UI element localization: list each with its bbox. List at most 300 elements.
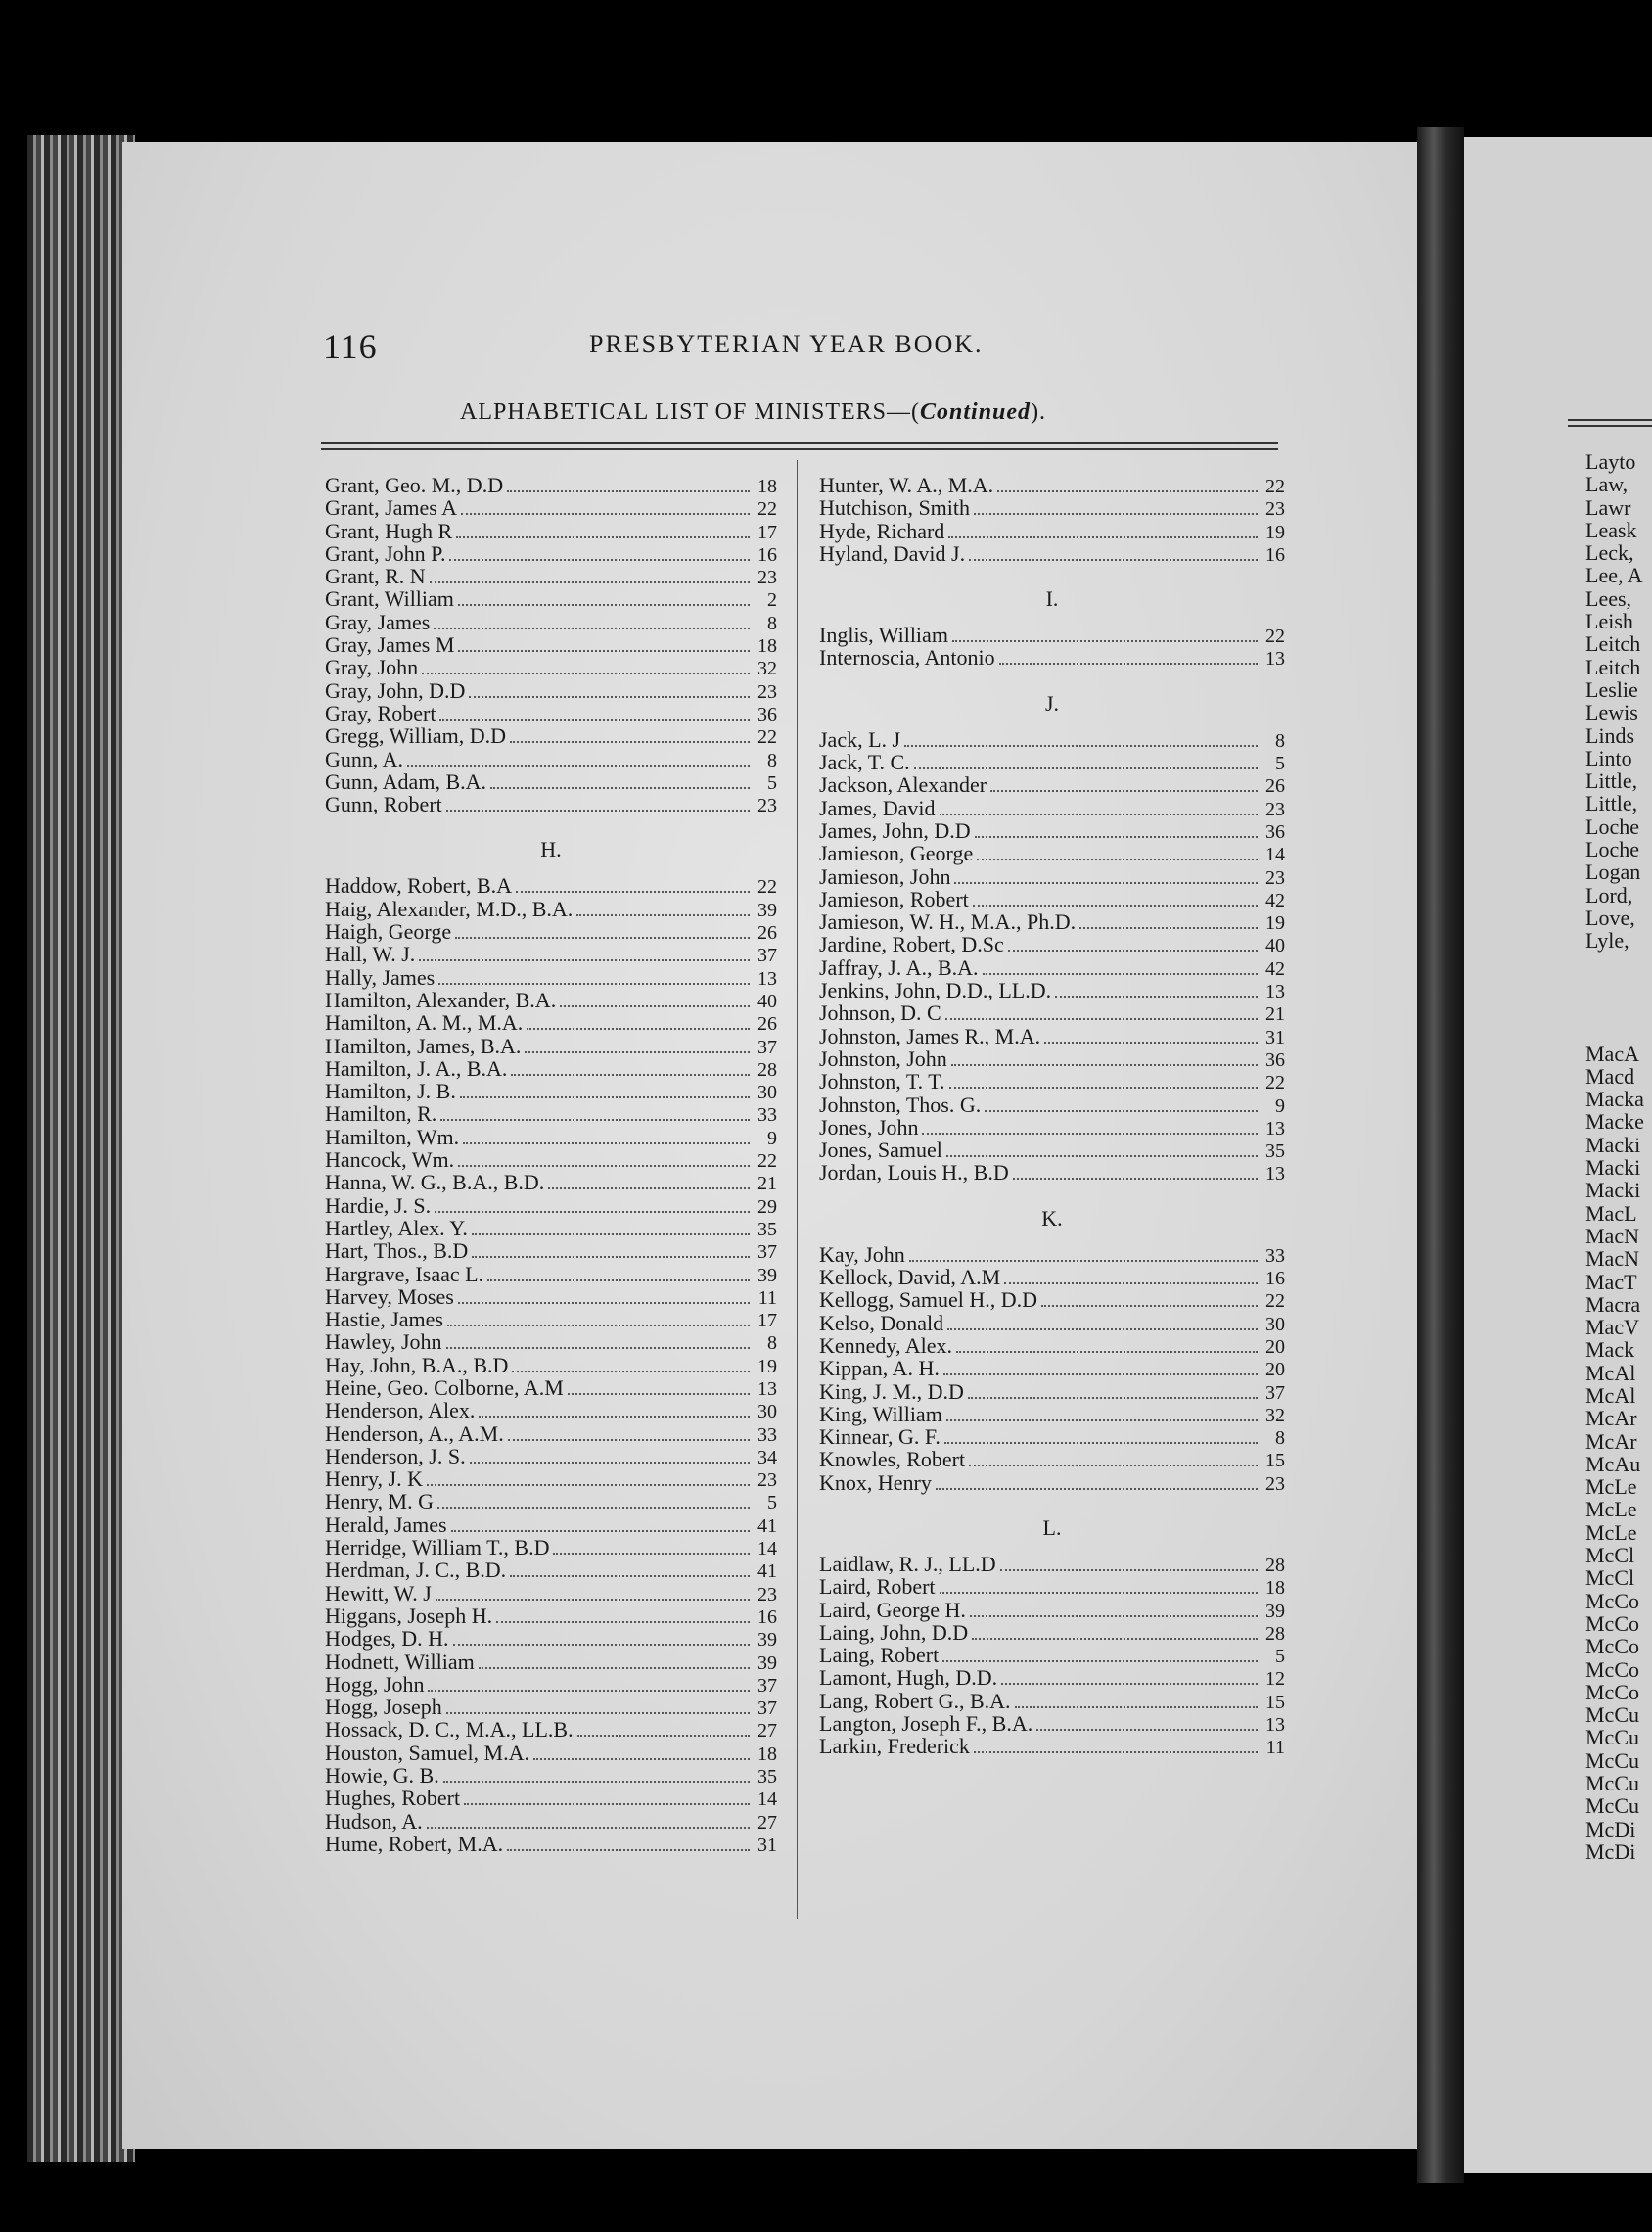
dot-leader bbox=[1015, 1706, 1258, 1708]
minister-name: Johnson, D. C bbox=[819, 1000, 941, 1026]
dot-leader bbox=[438, 983, 750, 985]
minister-name: Gray, James M bbox=[325, 632, 455, 658]
dot-leader bbox=[1013, 1178, 1258, 1180]
dot-leader bbox=[940, 1592, 1258, 1594]
section-letter-k: K. bbox=[1041, 1205, 1063, 1231]
minister-entry bbox=[325, 748, 777, 770]
facing-page-entry: McAr bbox=[1585, 1428, 1637, 1454]
minister-entry bbox=[325, 1513, 777, 1536]
dot-leader bbox=[1044, 1042, 1258, 1044]
minister-entry bbox=[325, 724, 777, 747]
minister-entry bbox=[819, 1644, 1285, 1666]
dot-leader bbox=[461, 513, 750, 515]
facing-page-entry: Love, bbox=[1585, 905, 1635, 930]
minister-entry bbox=[819, 1025, 1285, 1047]
minister-entry bbox=[325, 633, 777, 656]
minister-name: Hewitt, W. J bbox=[325, 1580, 432, 1605]
minister-entry bbox=[325, 1651, 777, 1673]
dot-leader bbox=[439, 719, 750, 721]
dot-leader bbox=[507, 490, 750, 492]
page-reference: 8 bbox=[767, 1332, 777, 1355]
dot-leader bbox=[490, 787, 750, 789]
page-reference: 39 bbox=[757, 1629, 777, 1651]
minister-entry bbox=[819, 1116, 1285, 1139]
minister-entry bbox=[325, 1742, 777, 1764]
dot-leader bbox=[443, 1781, 750, 1783]
minister-name: Gregg, William, D.D bbox=[325, 723, 507, 749]
minister-entry bbox=[325, 1217, 777, 1239]
page-reference: 5 bbox=[767, 771, 777, 794]
minister-entry bbox=[819, 1666, 1285, 1689]
dot-leader bbox=[496, 1621, 750, 1623]
facing-header-rule bbox=[1568, 419, 1652, 421]
page-reference: 37 bbox=[1265, 1381, 1285, 1404]
dot-leader bbox=[973, 905, 1258, 907]
page-reference: 32 bbox=[757, 658, 777, 680]
dot-leader bbox=[948, 536, 1258, 538]
dot-leader bbox=[510, 741, 750, 743]
page-reference: 42 bbox=[1265, 957, 1285, 980]
dot-leader bbox=[437, 1507, 750, 1509]
minister-entry bbox=[819, 773, 1285, 796]
minister-entry bbox=[325, 1536, 777, 1558]
minister-entry bbox=[325, 702, 777, 724]
page-reference: 22 bbox=[757, 876, 777, 899]
dot-leader bbox=[548, 1187, 750, 1189]
minister-entry bbox=[325, 1582, 777, 1604]
dot-leader bbox=[446, 810, 750, 812]
minister-name: James, David bbox=[819, 795, 936, 820]
minister-name: Grant, James A bbox=[325, 495, 458, 521]
page-reference: 35 bbox=[757, 1218, 777, 1240]
minister-name: King, William bbox=[819, 1401, 942, 1426]
minister-name: Higgans, Joseph H. bbox=[325, 1603, 493, 1628]
page-reference: 16 bbox=[1265, 543, 1285, 566]
page-reference: 5 bbox=[1275, 753, 1285, 775]
page-reference: 27 bbox=[757, 1720, 777, 1743]
minister-name: Jamieson, W. H., M.A., Ph.D. bbox=[819, 909, 1077, 935]
header-rule bbox=[321, 442, 1278, 444]
minister-name: Gray, James bbox=[325, 609, 431, 634]
minister-name: Houston, Samuel, M.A. bbox=[325, 1740, 529, 1765]
minister-entry bbox=[325, 898, 777, 920]
minister-entry bbox=[325, 1011, 777, 1034]
minister-name: Grant, John P. bbox=[325, 540, 446, 566]
page-reference: 17 bbox=[757, 1310, 777, 1332]
minister-name: Hogg, John bbox=[325, 1671, 425, 1697]
minister-entry bbox=[819, 888, 1285, 910]
page-reference: 13 bbox=[1265, 648, 1285, 671]
dot-leader bbox=[969, 559, 1258, 561]
minister-entry bbox=[325, 474, 777, 496]
page-reference: 36 bbox=[1265, 820, 1285, 843]
page-reference: 26 bbox=[757, 1013, 777, 1036]
minister-name: Herdman, J. C., B.D. bbox=[325, 1558, 507, 1583]
minister-name: Jaffray, J. A., B.A. bbox=[819, 954, 979, 980]
minister-entry bbox=[819, 1712, 1285, 1735]
minister-name: Laing, John, D.D bbox=[819, 1619, 969, 1645]
page-reference: 18 bbox=[1265, 1577, 1285, 1600]
facing-page-entry: McCu bbox=[1585, 1793, 1639, 1819]
minister-name: Gunn, Adam, B.A. bbox=[325, 768, 486, 794]
minister-entry bbox=[819, 1599, 1285, 1621]
minister-entry bbox=[819, 1266, 1285, 1288]
minister-name: Inglis, William bbox=[819, 623, 948, 648]
facing-page-entry: Loche bbox=[1585, 814, 1639, 839]
facing-page-entry: MacA bbox=[1585, 1041, 1639, 1066]
minister-name: Henderson, J. S. bbox=[325, 1443, 466, 1468]
dot-leader bbox=[969, 1465, 1258, 1466]
minister-name: Kay, John bbox=[819, 1241, 905, 1267]
minister-name: Grant, Geo. M., D.D bbox=[325, 473, 504, 497]
page-reference: 22 bbox=[1265, 476, 1285, 497]
minister-entry bbox=[819, 1380, 1285, 1403]
minister-name: Jones, John bbox=[819, 1114, 919, 1139]
minister-name: Heine, Geo. Colborne, A.M bbox=[325, 1374, 564, 1400]
facing-page-entry: McCo bbox=[1585, 1634, 1639, 1659]
page-reference: 20 bbox=[1265, 1359, 1285, 1381]
page-reference: 28 bbox=[1265, 1622, 1285, 1645]
page-reference: 19 bbox=[1265, 912, 1285, 935]
minister-entry bbox=[819, 646, 1285, 669]
book-gutter bbox=[1417, 127, 1464, 2183]
facing-page-entry: McCo bbox=[1585, 1656, 1639, 1682]
minister-entry bbox=[819, 933, 1285, 955]
minister-name: Hamilton, James, B.A. bbox=[325, 1033, 522, 1058]
page-reference: 22 bbox=[1265, 626, 1285, 648]
minister-name: Henderson, A., A.M. bbox=[325, 1420, 504, 1446]
facing-page-entry: Lord, bbox=[1585, 882, 1633, 907]
minister-name: Hyland, David J. bbox=[819, 540, 966, 566]
minister-entry bbox=[819, 1471, 1285, 1494]
page-reference: 37 bbox=[757, 945, 777, 967]
minister-entry bbox=[325, 989, 777, 1011]
minister-entry bbox=[325, 1764, 777, 1787]
minister-name: Hamilton, J. A., B.A. bbox=[325, 1055, 508, 1081]
minister-entry bbox=[325, 966, 777, 989]
page-reference: 11 bbox=[1265, 1737, 1285, 1759]
facing-page-entry: Lawr bbox=[1585, 494, 1631, 520]
minister-name: Haddow, Robert, B.A bbox=[325, 873, 513, 899]
page-reference: 15 bbox=[1265, 1450, 1285, 1472]
minister-entry bbox=[325, 1126, 777, 1148]
minister-name: Hogg, Joseph bbox=[325, 1695, 442, 1720]
page-reference: 5 bbox=[1275, 1646, 1285, 1668]
minister-entry bbox=[819, 751, 1285, 773]
dot-leader bbox=[512, 1371, 750, 1372]
minister-name: Larkin, Frederick bbox=[819, 1734, 970, 1759]
dot-leader bbox=[553, 1553, 750, 1555]
facing-page-entry: Leask bbox=[1585, 517, 1637, 542]
dot-leader bbox=[951, 1064, 1258, 1066]
minister-name: Hastie, James bbox=[325, 1307, 443, 1332]
minister-entry bbox=[819, 496, 1285, 519]
minister-name: Kinnear, G. F. bbox=[819, 1424, 941, 1450]
facing-page-entry: MacN bbox=[1585, 1223, 1639, 1248]
middle-column bbox=[819, 474, 1285, 1758]
minister-name: Gunn, A. bbox=[325, 746, 404, 771]
dot-leader bbox=[460, 1096, 750, 1098]
minister-entry bbox=[819, 1288, 1285, 1311]
page-reference: 39 bbox=[757, 1651, 777, 1674]
dot-leader bbox=[936, 1488, 1258, 1490]
page-reference: 35 bbox=[1265, 1140, 1285, 1163]
minister-name: Jackson, Alexander bbox=[819, 772, 987, 798]
minister-entry bbox=[819, 1093, 1285, 1116]
minister-name: Hawley, John bbox=[325, 1329, 442, 1355]
facing-page-entry: Macd bbox=[1585, 1063, 1635, 1089]
page-reference: 16 bbox=[757, 543, 777, 566]
facing-page-entry: Lyle, bbox=[1585, 928, 1629, 953]
page-reference: 22 bbox=[757, 726, 777, 749]
page-reference: 37 bbox=[757, 1697, 777, 1720]
dot-leader bbox=[975, 836, 1258, 838]
minister-name: Hodnett, William bbox=[325, 1649, 475, 1674]
dot-leader bbox=[974, 513, 1258, 515]
page-reference: 9 bbox=[767, 1127, 777, 1149]
page-reference: 33 bbox=[1265, 1244, 1285, 1267]
dot-leader bbox=[479, 1667, 750, 1669]
facing-page-entry: Lewis bbox=[1585, 700, 1638, 725]
facing-page-entry: Lee, A bbox=[1585, 563, 1643, 588]
minister-entry bbox=[819, 1690, 1285, 1712]
dot-leader bbox=[446, 1712, 750, 1714]
dot-leader bbox=[463, 1142, 750, 1144]
dot-leader bbox=[434, 628, 750, 629]
minister-entry bbox=[819, 910, 1285, 933]
minister-name: Gunn, Robert bbox=[325, 792, 442, 817]
dot-leader bbox=[527, 1028, 750, 1030]
minister-entry bbox=[819, 1334, 1285, 1357]
page-reference: 36 bbox=[1265, 1048, 1285, 1071]
page-reference: 23 bbox=[757, 680, 777, 703]
minister-entry bbox=[325, 1148, 777, 1171]
minister-name: Hamilton, R. bbox=[325, 1101, 437, 1127]
minister-entry bbox=[819, 1139, 1285, 1161]
minister-entry bbox=[819, 1575, 1285, 1598]
minister-name: Lang, Robert G., B.A. bbox=[819, 1688, 1011, 1713]
minister-entry bbox=[325, 1354, 777, 1376]
dot-leader bbox=[419, 959, 750, 961]
minister-entry bbox=[819, 474, 1285, 496]
page-reference: 2 bbox=[767, 589, 777, 612]
dot-leader bbox=[997, 490, 1258, 492]
minister-entry bbox=[325, 1558, 777, 1581]
page-number: 116 bbox=[323, 327, 378, 366]
dot-leader bbox=[952, 640, 1258, 642]
page-reference: 8 bbox=[1275, 1427, 1285, 1450]
dot-leader bbox=[946, 1155, 1258, 1157]
minister-name: Jamieson, George bbox=[819, 841, 974, 866]
page-reference: 22 bbox=[757, 1150, 777, 1173]
facing-page-entry: McCu bbox=[1585, 1725, 1639, 1750]
dot-leader bbox=[464, 1803, 750, 1805]
minister-name: Jardine, Robert, D.Sc bbox=[819, 932, 1004, 957]
dot-leader bbox=[458, 650, 750, 652]
page-reference: 13 bbox=[757, 1377, 777, 1400]
page-reference: 14 bbox=[1265, 844, 1285, 866]
dot-leader bbox=[427, 1827, 750, 1829]
minister-name: Jamieson, John bbox=[819, 863, 951, 889]
minister-entry bbox=[819, 1621, 1285, 1644]
minister-entry bbox=[325, 1787, 777, 1809]
dot-leader bbox=[525, 1051, 750, 1053]
page-reference: 14 bbox=[757, 1538, 777, 1560]
dot-leader bbox=[451, 1530, 750, 1532]
page-reference: 30 bbox=[757, 1401, 777, 1423]
minister-name: Jamieson, Robert bbox=[819, 886, 969, 911]
facing-page-entry: Loche bbox=[1585, 837, 1639, 862]
minister-entry bbox=[325, 1810, 777, 1833]
minister-entry bbox=[819, 979, 1285, 1001]
facing-page-entry: MacN bbox=[1585, 1246, 1639, 1272]
minister-name: Hay, John, B.A., B.D bbox=[325, 1352, 509, 1377]
minister-entry bbox=[325, 1102, 777, 1125]
facing-page-entry: Linto bbox=[1585, 745, 1632, 770]
page-reference: 18 bbox=[757, 1743, 777, 1765]
page-reference: 41 bbox=[757, 1514, 777, 1537]
page-reference: 13 bbox=[1265, 1117, 1285, 1139]
minister-name: Laidlaw, R. J., LL.D bbox=[819, 1551, 996, 1576]
minister-entry bbox=[325, 542, 777, 565]
page-reference: 20 bbox=[1265, 1335, 1285, 1358]
minister-name: Hartley, Alex. Y. bbox=[325, 1215, 468, 1240]
column-divider bbox=[797, 460, 798, 1919]
minister-entry bbox=[325, 1263, 777, 1285]
page-reference: 9 bbox=[1275, 1094, 1285, 1117]
minister-entry bbox=[325, 679, 777, 702]
dot-leader bbox=[922, 1133, 1258, 1135]
dot-leader bbox=[446, 1347, 750, 1349]
minister-name: Hart, Thos., B.D bbox=[325, 1238, 469, 1264]
minister-name: Jack, L. J bbox=[819, 726, 901, 752]
minister-name: Grant, R. N bbox=[325, 564, 426, 589]
dot-leader bbox=[990, 790, 1258, 792]
minister-name: Hally, James bbox=[325, 964, 436, 990]
minister-entry bbox=[819, 1161, 1285, 1184]
facing-page-entry: Leck, bbox=[1585, 540, 1634, 566]
page-reference: 39 bbox=[1265, 1600, 1285, 1622]
dot-leader bbox=[407, 765, 750, 767]
facing-page-entry: McCl bbox=[1585, 1543, 1635, 1568]
minister-entry bbox=[325, 1696, 777, 1718]
page-reference: 16 bbox=[757, 1605, 777, 1628]
page-reference: 15 bbox=[1265, 1691, 1285, 1713]
minister-entry bbox=[819, 1070, 1285, 1093]
minister-name: Laird, George H. bbox=[819, 1597, 966, 1622]
minister-entry bbox=[325, 1057, 777, 1080]
minister-name: James, John, D.D bbox=[819, 817, 971, 843]
dot-leader bbox=[983, 973, 1258, 975]
page-reference: 30 bbox=[1265, 1313, 1285, 1335]
minister-name: Knox, Henry bbox=[819, 1469, 932, 1495]
minister-entry bbox=[325, 587, 777, 610]
section-letter-i: I. bbox=[1045, 586, 1059, 612]
dot-leader bbox=[472, 1256, 750, 1258]
minister-entry bbox=[325, 1490, 777, 1512]
dot-leader bbox=[1055, 996, 1258, 998]
facing-page-entry: Logan bbox=[1585, 860, 1641, 885]
minister-name: Hall, W. J. bbox=[325, 942, 416, 967]
dot-leader bbox=[942, 1660, 1258, 1662]
facing-page-entry: Little, bbox=[1585, 768, 1638, 794]
dot-leader bbox=[904, 745, 1258, 747]
minister-name: Herridge, William T., B.D bbox=[325, 1535, 550, 1560]
minister-entry bbox=[325, 1171, 777, 1193]
dot-leader bbox=[568, 1393, 750, 1395]
dot-leader bbox=[533, 1758, 750, 1760]
dot-leader bbox=[440, 1119, 750, 1121]
dot-leader bbox=[940, 814, 1258, 815]
minister-entry bbox=[325, 1833, 777, 1855]
page-reference: 23 bbox=[1265, 866, 1285, 889]
minister-name: Hancock, Wm. bbox=[325, 1147, 455, 1173]
page-reference: 34 bbox=[757, 1446, 777, 1468]
dot-leader bbox=[458, 604, 750, 606]
facing-page-entry: Macke bbox=[1585, 1109, 1644, 1135]
minister-name: Laing, Robert bbox=[819, 1643, 940, 1668]
dot-leader bbox=[909, 1260, 1258, 1262]
facing-page-entry: McDi bbox=[1585, 1816, 1636, 1841]
dot-leader bbox=[985, 1110, 1258, 1112]
dot-leader bbox=[1001, 1683, 1258, 1685]
minister-entry bbox=[819, 624, 1285, 646]
page-reference: 42 bbox=[1265, 889, 1285, 911]
minister-entry bbox=[325, 1399, 777, 1421]
minister-name: Herald, James bbox=[325, 1511, 447, 1537]
facing-page-entry: McAu bbox=[1585, 1451, 1641, 1476]
page-reference: 8 bbox=[767, 612, 777, 634]
dot-leader bbox=[458, 1302, 750, 1304]
minister-name: Grant, William bbox=[325, 586, 454, 612]
minister-name: Johnston, Thos. G. bbox=[819, 1092, 982, 1117]
page-reference: 13 bbox=[757, 967, 777, 990]
minister-name: Harvey, Moses bbox=[325, 1283, 454, 1309]
minister-entry bbox=[325, 1330, 777, 1353]
page-reference: 23 bbox=[1265, 498, 1285, 521]
minister-entry bbox=[325, 1673, 777, 1696]
facing-page-entry: Leitch bbox=[1585, 654, 1641, 679]
minister-entry bbox=[819, 956, 1285, 979]
dot-leader bbox=[470, 1462, 750, 1464]
section-title: ALPHABETICAL LIST OF MINISTERS—(Continued). bbox=[460, 399, 1047, 425]
minister-name: Hume, Robert, M.A. bbox=[325, 1831, 504, 1856]
page-reference: 27 bbox=[757, 1811, 777, 1834]
dot-leader bbox=[422, 673, 750, 674]
page-reference: 31 bbox=[757, 1834, 777, 1856]
page-reference: 39 bbox=[757, 899, 777, 921]
page-reference: 23 bbox=[757, 795, 777, 817]
facing-page-entry: Lees, bbox=[1585, 585, 1632, 611]
page-reference: 26 bbox=[1265, 775, 1285, 798]
dot-leader bbox=[970, 1615, 1258, 1617]
minister-name: Haig, Alexander, M.D., B.A. bbox=[325, 896, 574, 921]
page-reference: 30 bbox=[757, 1082, 777, 1104]
minister-entry bbox=[325, 793, 777, 815]
page-reference: 22 bbox=[1265, 1290, 1285, 1313]
minister-entry bbox=[325, 1285, 777, 1308]
facing-page-entry: McCo bbox=[1585, 1679, 1639, 1704]
dot-leader bbox=[577, 1735, 750, 1737]
facing-page-entry: McCo bbox=[1585, 1610, 1639, 1636]
dot-leader bbox=[516, 891, 750, 893]
dot-leader bbox=[427, 1484, 750, 1486]
page-reference: 23 bbox=[1265, 1472, 1285, 1495]
page-reference: 8 bbox=[1275, 729, 1285, 752]
minister-name: Johnston, T. T. bbox=[819, 1069, 945, 1094]
facing-page-entry: Macra bbox=[1585, 1291, 1641, 1317]
dot-leader bbox=[428, 1690, 750, 1692]
